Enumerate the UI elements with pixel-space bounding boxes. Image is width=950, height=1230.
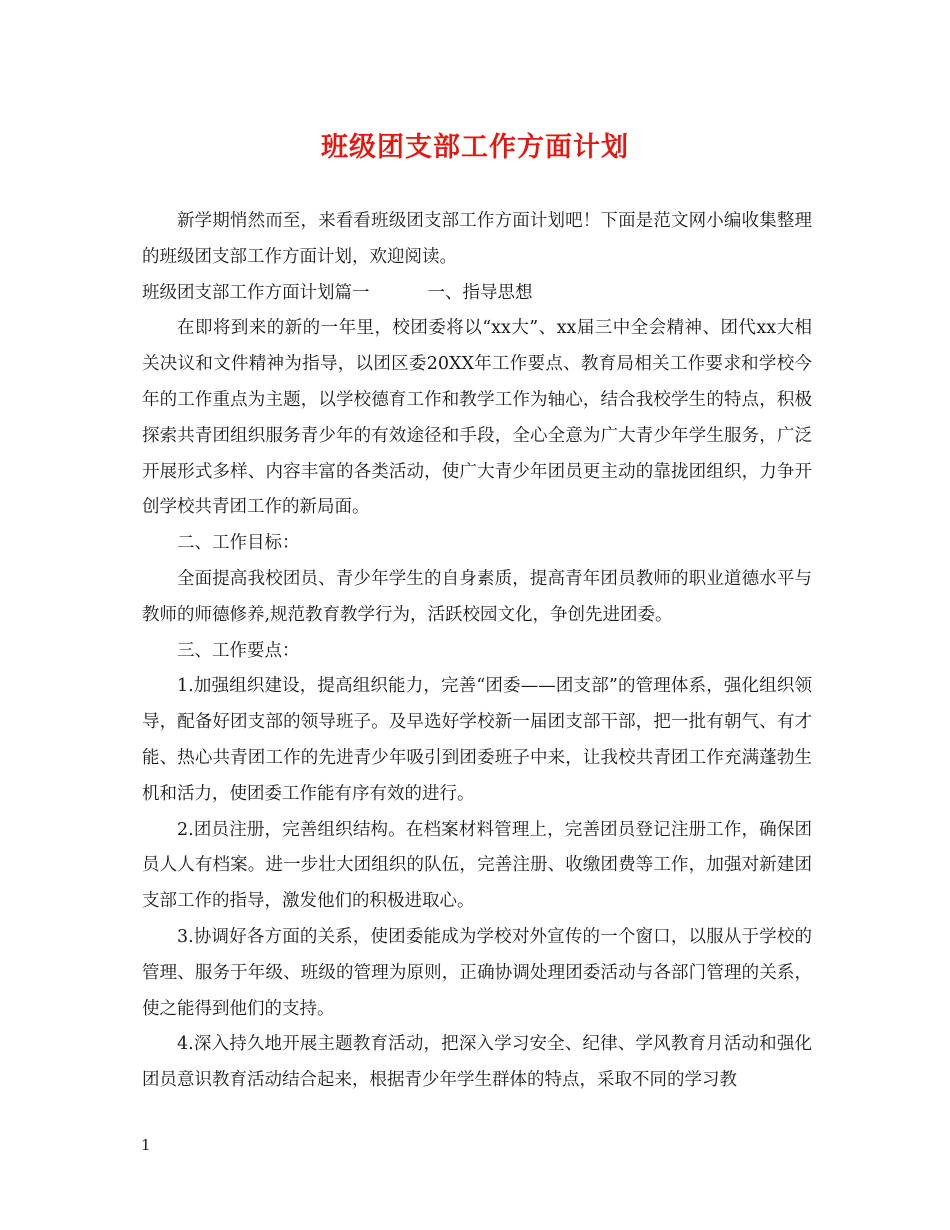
paragraph-point-1: 1.加强组织建设，提高组织能力，完善“团委——团支部”的管理体系，强化组织领导，配备好团支部的领导班子。及早选好学校新一届团支部干部，把一批有朝气、有才能、热心共青团工作的先进青少年吸引到团委班子中来，让我校共青团工作充满蓬勃生机和活力，使团委工作能有序有效的进行。 — [142, 676, 812, 804]
heading-work-goals: 二、工作目标： — [177, 533, 300, 554]
document-title: 班级团支部工作方面计划 — [321, 132, 629, 163]
page-number: 1 — [141, 1136, 151, 1154]
paragraph-point-2: 2.团员注册，完善组织结构。在档案材料管理上，完善团员登记注册工作，确保团员人人有档案。进一步壮大团组织的队伍，完善注册、收缴团费等工作，加强对新建团支部工作的指导，激发他们的积极进取心。 — [142, 819, 812, 912]
document-body — [142, 204, 812, 1099]
section-first-heading: 一、指导思想 — [427, 282, 533, 303]
paragraph-point-4: 4.深入持久地开展主题教育活动，把深入学习安全、纪律、学风教育月活动和强化团员意识教育活动结合起来，根据青少年学生群体的特点，采取不同的学习教 — [142, 1034, 812, 1091]
paragraph-guiding-thought: 在即将到来的新的一年里，校团委将以“xx大”、xx届三中全会精神、团代xx大相关决议和文件精神为指导，以团区委20XX年工作要点、教育局相关工作要求和学校今年的工作重点为主题，以学校德育工作和教学工作为轴心，结合我校学生的特点，积极探索共青团组织服务青少年的有效途径和手段，全心全意为广大青少年学生服务，广泛开展形式多样、内容丰富的各类活动，使广大青少年团员更主动的靠拢团组织，力争开创学校共青团工作的新局面。 — [142, 318, 812, 518]
heading-work-points: 三、工作要点： — [177, 640, 300, 661]
section-heading-line — [142, 276, 812, 312]
intro-paragraph: 新学期悄然而至，来看看班级团支部工作方面计划吧！下面是范文网小编收集整理的班级团支部工作方面计划，欢迎阅读。 — [142, 211, 812, 267]
section-label: 班级团支部工作方面计划篇一 — [142, 282, 370, 303]
paragraph-work-goals: 全面提高我校团员、青少年学生的自身素质，提高青年团员教师的职业道德水平与教师的师德修养,规范教育教学行为，活跃校园文化，争创先进团委。 — [142, 568, 812, 625]
paragraph-point-3: 3.协调好各方面的关系，使团委能成为学校对外宣传的一个窗口，以服从于学校的管理、服务于年级、班级的管理为原则，正确协调处理团委活动与各部门管理的关系，使之能得到他们的支持。 — [142, 926, 812, 1019]
